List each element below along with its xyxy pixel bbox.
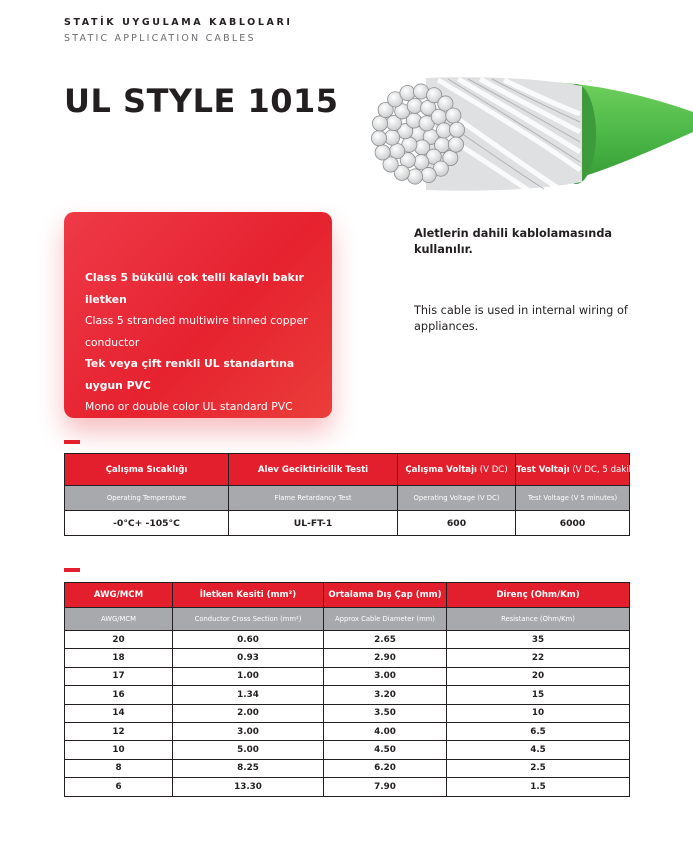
table-cell: 2.00 — [173, 704, 324, 722]
data-header-cell: Direnç (Ohm/Km) — [447, 583, 630, 608]
table-cell: 8.25 — [173, 759, 324, 777]
spec-value-cell: UL-FT-1 — [229, 511, 398, 536]
data-header-cell: Ortalama Dış Çap (mm) — [324, 583, 447, 608]
spec-header-cell: Alev Geciktiricilik Testi — [229, 454, 398, 486]
spec-value-cell: 6000 — [516, 511, 630, 536]
table-cell: 4.5 — [447, 741, 630, 759]
table-cell: 3.00 — [324, 667, 447, 685]
features-panel — [64, 212, 332, 418]
feature-conductor-tr: Class 5 bükülü çok telli kalaylı bakır iletken — [85, 271, 304, 306]
product-title: UL STYLE 1015 — [64, 82, 339, 120]
cable-image — [368, 70, 693, 195]
category-title-en: STATIC APPLICATION CABLES — [64, 33, 256, 44]
feature-insulation-en: Mono or double color UL standard PVC — [85, 400, 293, 413]
spec-header-cell: Test Voltajı (V DC, 5 dakika) — [516, 454, 630, 486]
table-row — [65, 722, 630, 740]
table-cell: 1.5 — [447, 778, 630, 796]
table-cell: 2.5 — [447, 759, 630, 777]
table-cell: 0.93 — [173, 649, 324, 667]
section-marker — [64, 440, 80, 444]
table-row — [65, 759, 630, 777]
table-cell: 0.60 — [173, 631, 324, 649]
data-header-cell: İletken Kesiti (mm²) — [173, 583, 324, 608]
table-cell: 13.30 — [173, 778, 324, 796]
table-cell: 1.00 — [173, 667, 324, 685]
data-subheader-row — [65, 608, 630, 631]
spec-value-row — [65, 511, 630, 536]
table-cell: 3.20 — [324, 686, 447, 704]
table-cell: 16 — [65, 686, 173, 704]
feature-conductor-en: Class 5 stranded multiwire tinned copper conductor — [85, 314, 308, 349]
table-cell: 10 — [447, 704, 630, 722]
spec-subheader-row — [65, 486, 630, 511]
table-cell: 3.50 — [324, 704, 447, 722]
data-subheader-cell: Resistance (Ohm/Km) — [447, 608, 630, 631]
conductor-strand — [400, 85, 415, 100]
table-cell: 4.50 — [324, 741, 447, 759]
table-cell: 6 — [65, 778, 173, 796]
table-cell: 6.5 — [447, 722, 630, 740]
usage-text-tr: Aletlerin dahili kablolamasında kullanılır. — [414, 227, 613, 256]
section-marker — [64, 568, 80, 572]
table-cell: 14 — [65, 704, 173, 722]
conductor-strand — [407, 169, 422, 184]
table-row — [65, 631, 630, 649]
table-cell: 2.65 — [324, 631, 447, 649]
table-cell: 10 — [65, 741, 173, 759]
conductor-strand — [371, 131, 386, 146]
table-cell: 20 — [447, 667, 630, 685]
conductor-strand — [449, 122, 464, 137]
conductor-strand — [372, 116, 387, 131]
spec-header-row — [65, 454, 630, 486]
table-row — [65, 686, 630, 704]
table-row — [65, 649, 630, 667]
spec-value-cell: 600 — [398, 511, 516, 536]
table-cell: 1.34 — [173, 686, 324, 704]
table-cell: 35 — [447, 631, 630, 649]
table-row — [65, 667, 630, 685]
spec-subheader-cell: Operating Voltage (V DC) — [398, 486, 516, 511]
data-subheader-cell: AWG/MCM — [65, 608, 173, 631]
conductor-strand — [448, 137, 463, 152]
spec-value-cell: -0°C+ -105°C — [65, 511, 229, 536]
usage-text-en: This cable is used in internal wiring of appliances. — [414, 304, 628, 333]
table-cell: 18 — [65, 649, 173, 667]
table-cell: 22 — [447, 649, 630, 667]
conductor-strand — [446, 108, 461, 123]
spec-subheader-cell: Test Voltage (V 5 minutes) — [516, 486, 630, 511]
data-header-row — [65, 583, 630, 608]
specification-table — [64, 453, 643, 536]
spec-subheader-cell: Flame Retardancy Test — [229, 486, 398, 511]
table-cell: 15 — [447, 686, 630, 704]
conductor-strand — [413, 84, 428, 99]
spec-subheader-cell: Operating Temperature — [65, 486, 229, 511]
conductor-strand — [421, 167, 436, 182]
conductor-strand — [390, 144, 405, 159]
table-cell: 12 — [65, 722, 173, 740]
table-cell: 7.90 — [324, 778, 447, 796]
data-header-cell: AWG/MCM — [65, 583, 173, 608]
table-cell: 5.00 — [173, 741, 324, 759]
cable-data-table — [64, 582, 630, 797]
conductor-strand — [375, 145, 390, 160]
feature-insulation-tr: Tek veya çift renkli UL standartına uygun PVC — [85, 357, 295, 392]
table-cell: 4.00 — [324, 722, 447, 740]
table-row — [65, 778, 630, 796]
conductor-strand — [431, 109, 446, 124]
spec-header-cell: Çalışma Sıcaklığı — [65, 454, 229, 486]
table-cell: 3.00 — [173, 722, 324, 740]
data-subheader-cell: Approx Cable Diameter (mm) — [324, 608, 447, 631]
table-cell: 6.20 — [324, 759, 447, 777]
table-row — [65, 704, 630, 722]
table-cell: 2.90 — [324, 649, 447, 667]
category-title-tr: STATİK UYGULAMA KABLOLARI — [64, 17, 293, 28]
table-cell: 17 — [65, 667, 173, 685]
spec-header-cell: Çalışma Voltajı (V DC) — [398, 454, 516, 486]
data-subheader-cell: Conductor Cross Section (mm²) — [173, 608, 324, 631]
table-cell: 20 — [65, 631, 173, 649]
table-cell: 8 — [65, 759, 173, 777]
table-row — [65, 741, 630, 759]
data-table-body — [65, 631, 630, 797]
